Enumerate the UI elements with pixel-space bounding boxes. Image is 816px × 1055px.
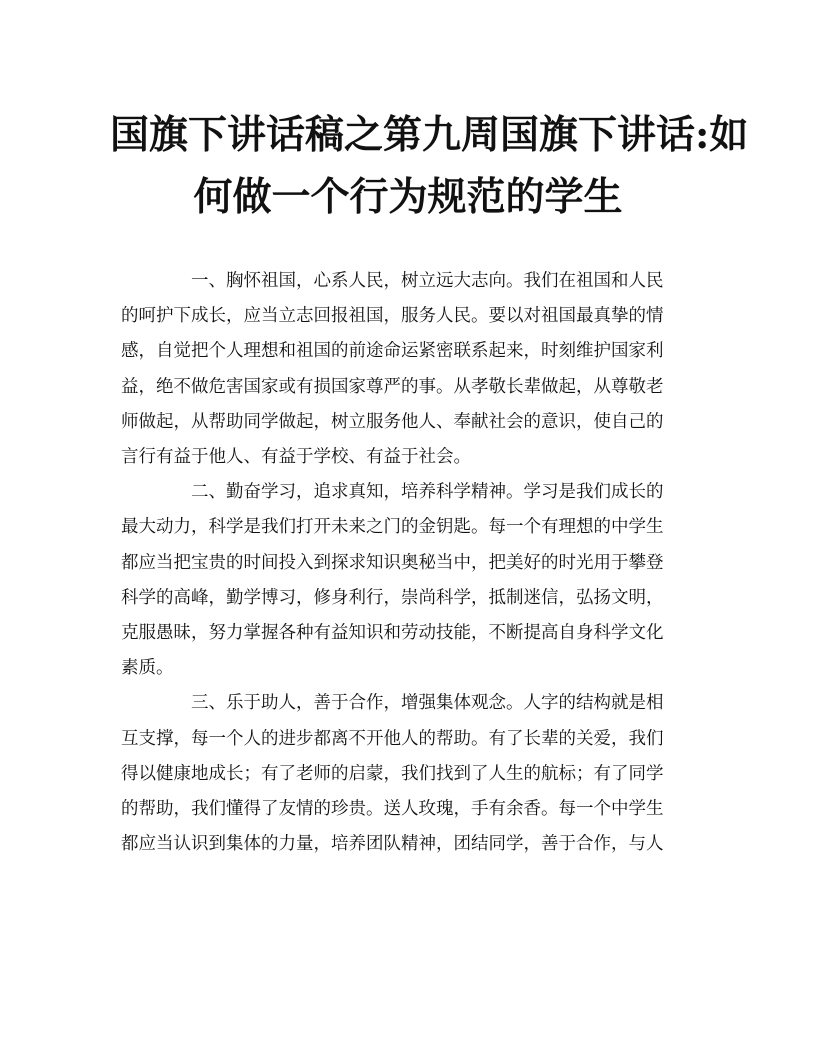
document-title — [110, 104, 749, 228]
paragraph-line: 都应当把宝贵的时间投入到探求知识奥秘当中，把美好的时光用于攀登 — [121, 552, 664, 573]
paragraph-line: 益，绝不做危害国家或有损国家尊严的事。从孝敬长辈做起，从尊敬老 — [121, 376, 664, 397]
paragraph-line: 的帮助，我们懂得了友情的珍贵。送人玫瑰，手有余香。每一个中学生 — [121, 799, 664, 820]
paragraph-line: 师做起，从帮助同学做起，树立服务他人、奉献社会的意识，使自己的 — [121, 411, 664, 432]
paragraph-line: 素质。 — [121, 658, 174, 679]
paragraph-line: 得以健康地成长；有了老师的启蒙，我们找到了人生的航标；有了同学 — [121, 763, 664, 784]
paragraph-line: 的呵护下成长，应当立志回报祖国，服务人民。要以对祖国最真挚的情 — [121, 306, 664, 327]
paragraph-line: 科学的高峰，勤学博习，修身利行，崇尚科学，抵制迷信，弘扬文明， — [121, 587, 664, 608]
paragraph-line: 三、乐于助人，善于合作，增强集体观念。人字的结构就是相 — [191, 693, 664, 714]
paragraph-line: 都应当认识到集体的力量，培养团队精神，团结同学，善于合作，与人 — [121, 834, 664, 855]
title-line: 国旗下讲话稿之第九周国旗下讲话:如 — [110, 112, 749, 158]
paragraph-line: 言行有益于他人、有益于学校、有益于社会。 — [121, 447, 471, 468]
paragraph-line: 互支撑，每一个人的进步都离不开他人的帮助。有了长辈的关爱，我们 — [121, 728, 664, 749]
paragraph-3 — [121, 686, 696, 862]
paragraph-line: 二、勤奋学习，追求真知，培养科学精神。学习是我们成长的 — [191, 482, 664, 503]
paragraph-line: 一、胸怀祖国，心系人民，树立远大志向。我们在祖国和人民 — [191, 271, 664, 291]
paragraph-1 — [121, 264, 696, 475]
paragraph-line: 最大动力，科学是我们打开未来之门的金钥匙。每一个有理想的中学生 — [121, 517, 664, 538]
title-line: 何做一个行为规范的学生 — [193, 174, 623, 220]
paragraph-line: 克服愚昧，努力掌握各种有益知识和劳动技能，不断提高自身科学文化 — [121, 623, 664, 644]
document-body — [121, 264, 696, 862]
paragraph-line: 感，自觉把个人理想和祖国的前途命运紧密联系起来，时刻维护国家利 — [121, 341, 664, 362]
paragraph-2 — [121, 475, 696, 686]
